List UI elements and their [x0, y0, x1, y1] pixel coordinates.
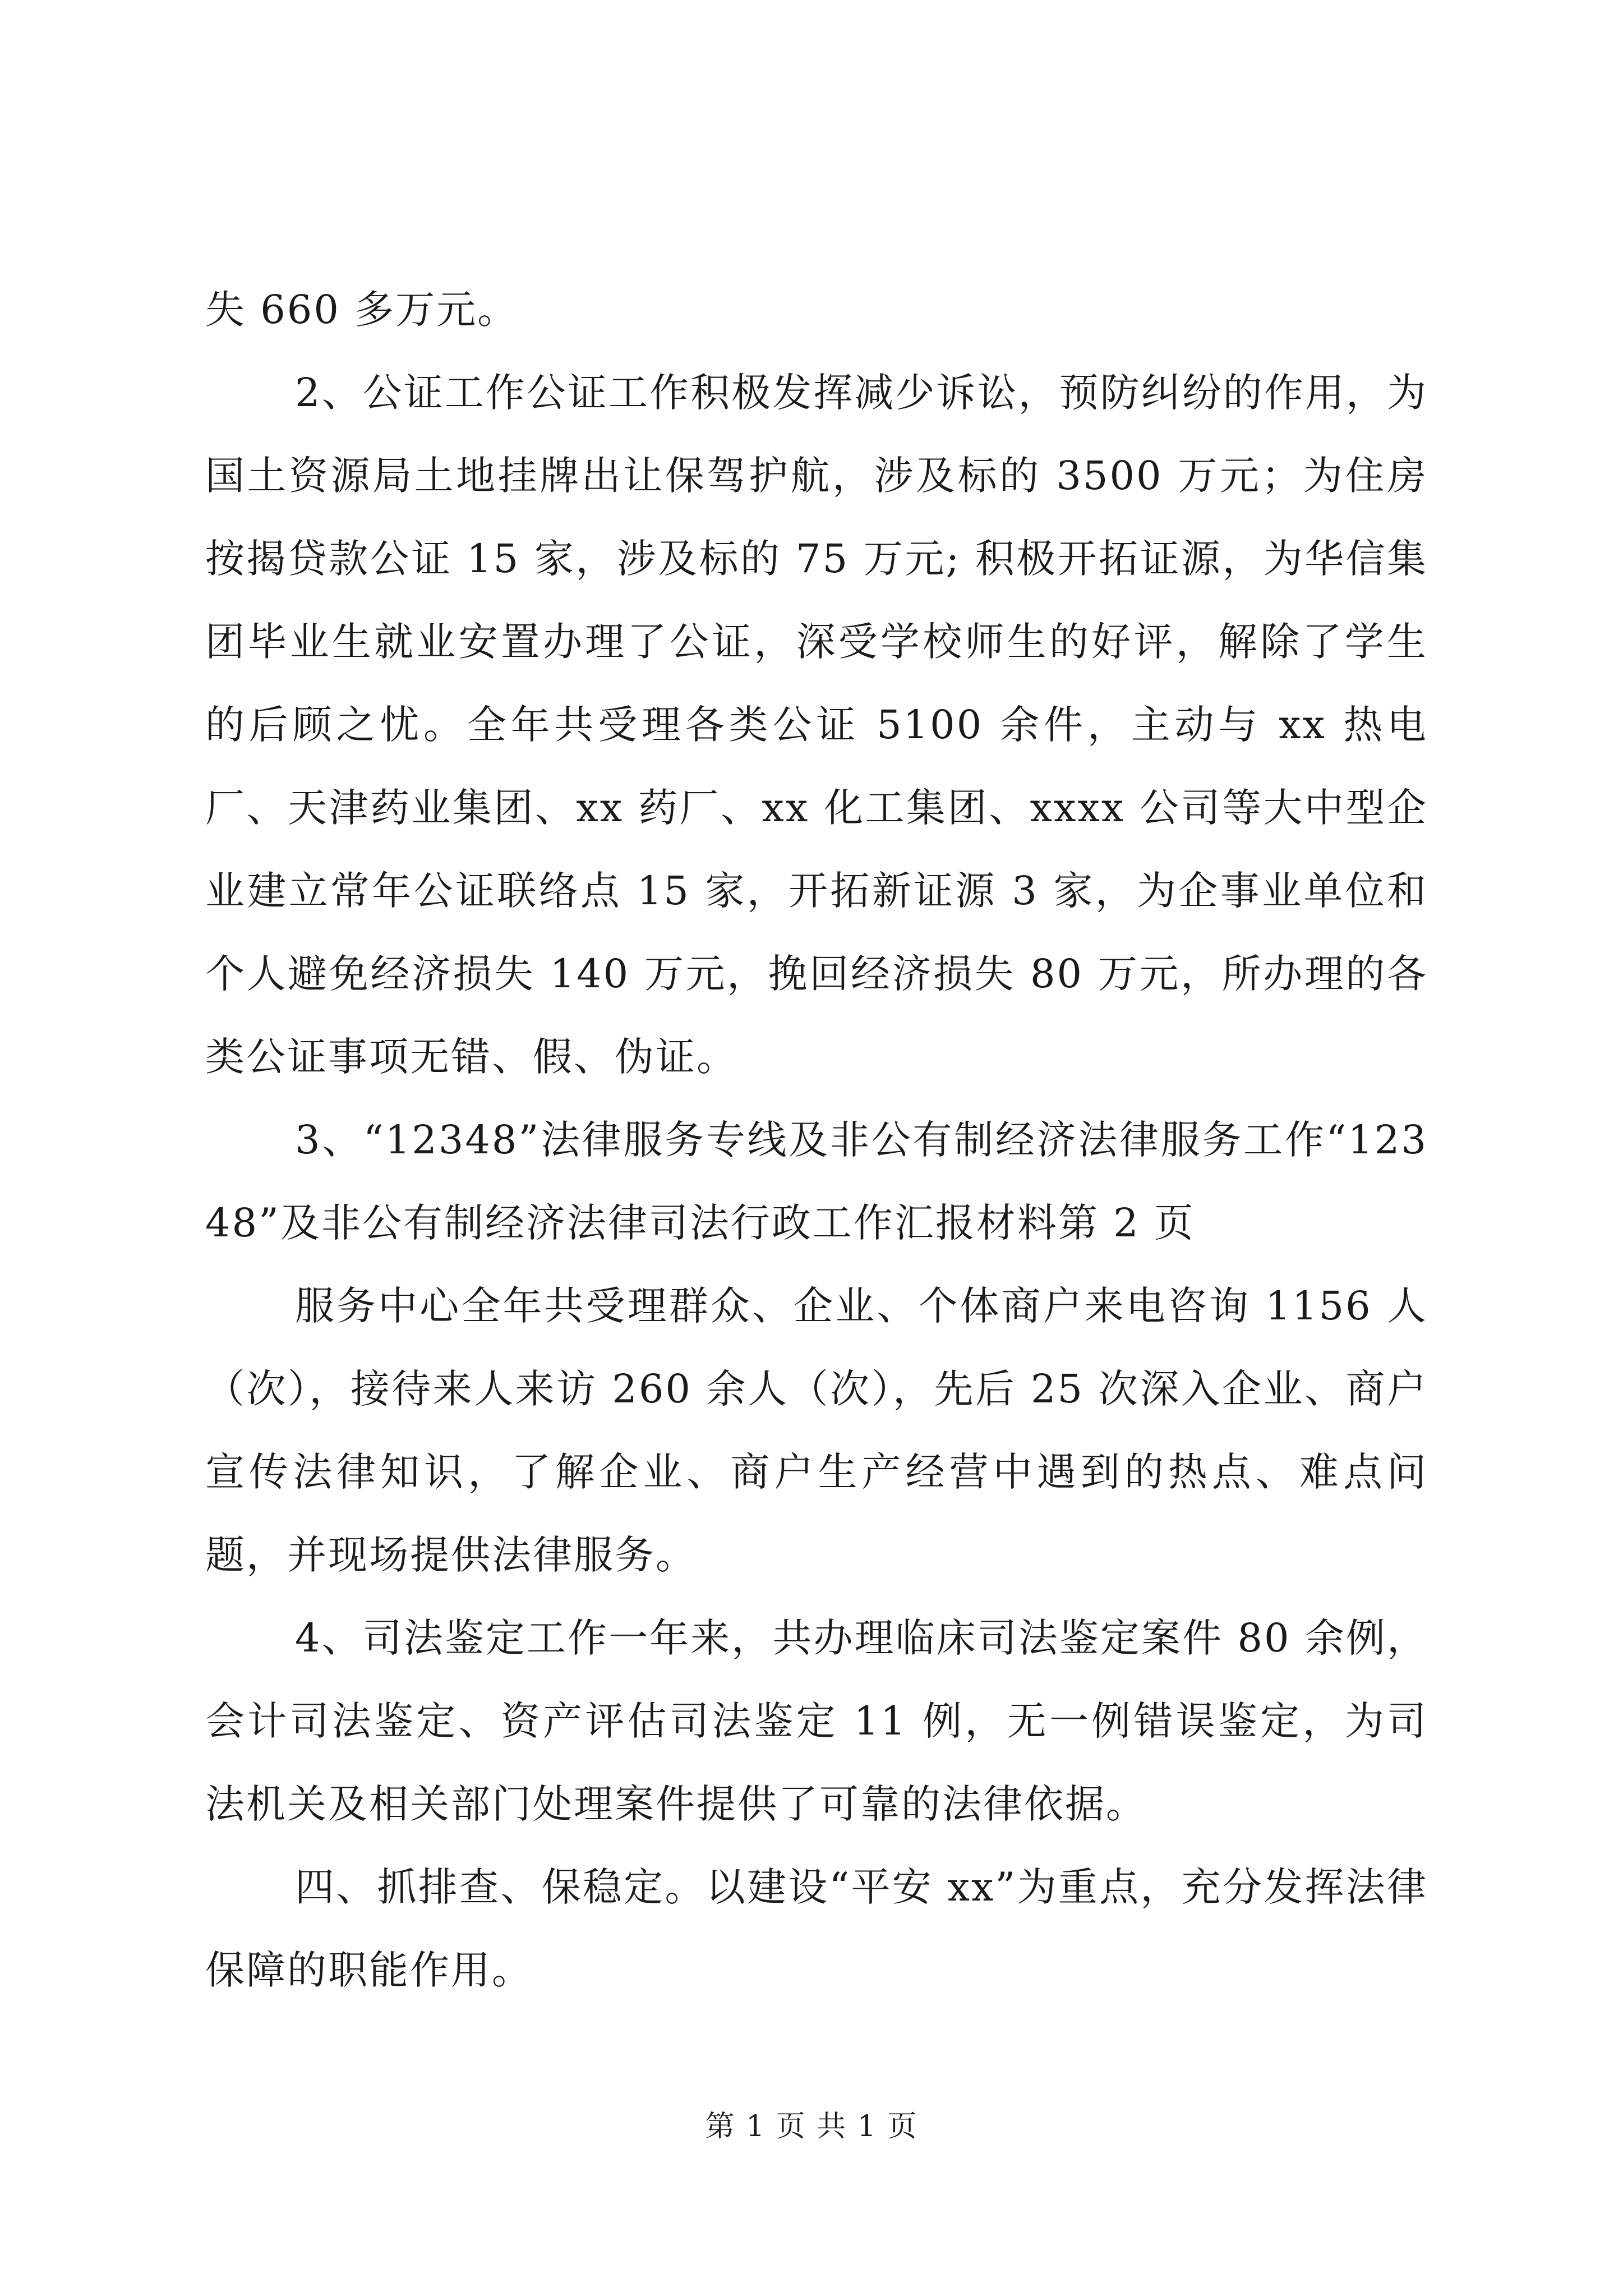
paragraph-4: 服务中心全年共受理群众、企业、个体商户来电咨询 1156 人（次），接待来人来访 260 余人（次），先后 25 次深入企业、商户宣传法律知识，了解企业、商户生产经营中遇到的热点、难点问题，并现场提供法律服务。	[205, 1283, 1428, 1578]
document-body	[205, 268, 1428, 2012]
page-footer: 第 1 页 共 1 页	[705, 2110, 918, 2143]
paragraph-2: 2、公证工作公证工作积极发挥减少诉讼，预防纠纷的作用，为国土资源局土地挂牌出让保驾护航，涉及标的 3500 万元；为住房按揭贷款公证 15 家，涉及标的 75 万元; 积极开拓证源，为华信集团毕业生就业安置办理了公证，深受学校师生的好评，解除了学生的后顾之忧。全年共受理各类公证 5100 余件，主动与 xx 热电厂、天津药业集团、xx 药厂、xx 化工集团、xxxx 公司等大中型企业建立常年公证联络点 15 家，开拓新证源 3 家，为企事业单位和个人避免经济损失 140 万元，挽回经济损失 80 万元，所办理的各类公证事项无错、假、伪证。	[205, 370, 1428, 1080]
paragraph-1: 失 660 多万元。	[205, 287, 519, 333]
paragraph-3: 3、“12348”法律服务专线及非公有制经济法律服务工作“12348”及非公有制经济法律司法行政工作汇报材料第 2 页	[205, 1117, 1428, 1246]
paragraph-5: 4、司法鉴定工作一年来，共办理临床司法鉴定案件 80 余例，会计司法鉴定、资产评估司法鉴定 11 例，无一例错误鉴定，为司法机关及相关部门处理案件提供了可靠的法律依据。	[205, 1615, 1428, 1827]
paragraph-6: 四、抓排查、保稳定。以建设“平安 xx”为重点，充分发挥法律保障的职能作用。	[205, 1864, 1428, 1993]
